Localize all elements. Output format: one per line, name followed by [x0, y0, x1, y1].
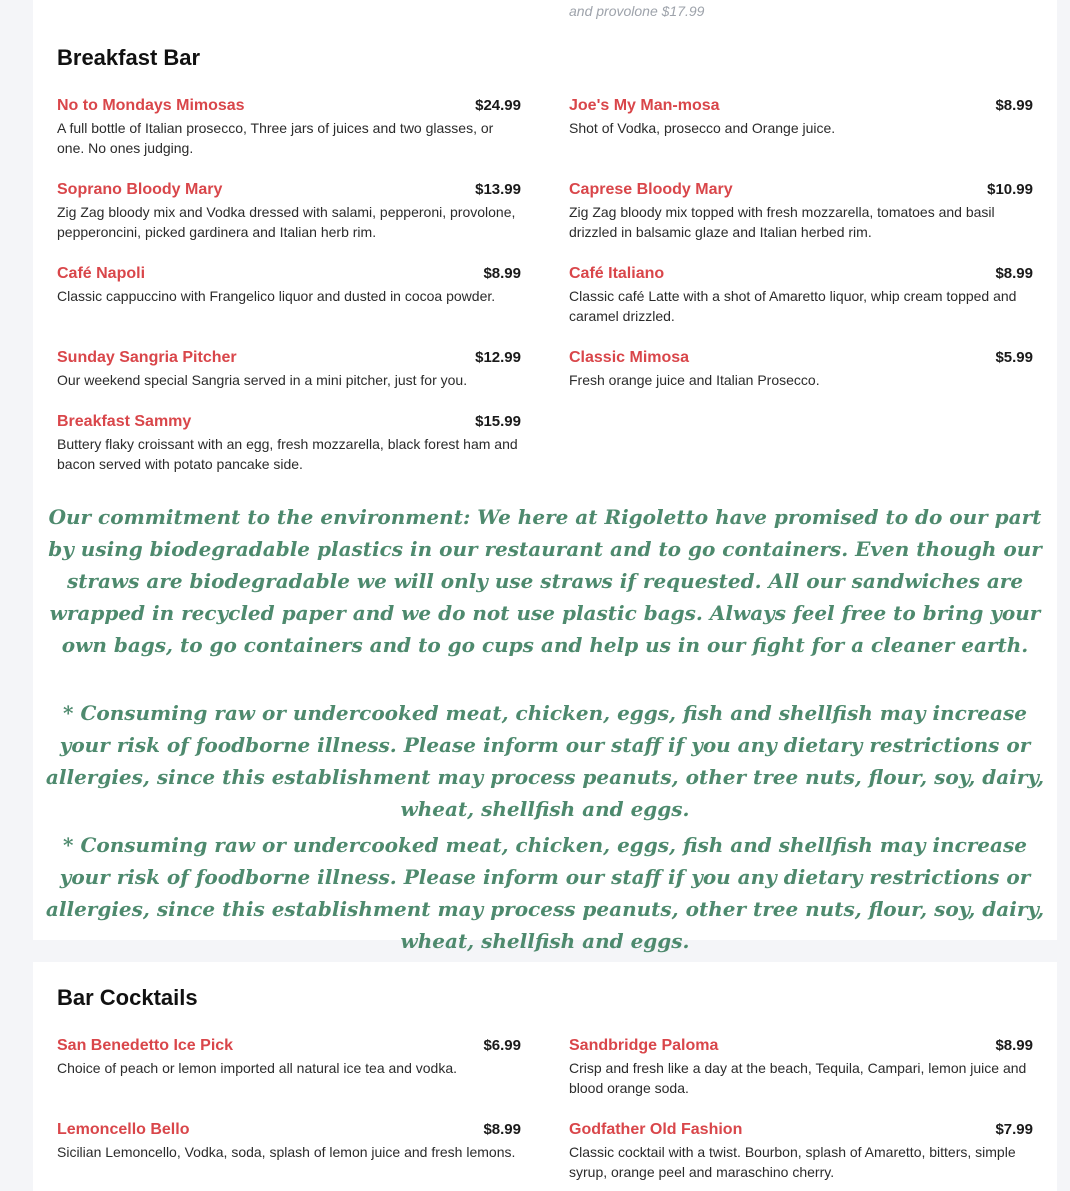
item-price: $10.99	[987, 181, 1033, 198]
item-description: Buttery flaky croissant with an egg, fresh mozzarella, black forest ham and bacon served with potato pancake side.	[57, 436, 518, 472]
item-name[interactable]: Café Italiano	[569, 265, 665, 282]
item-price: $15.99	[475, 413, 521, 430]
item-description: Sicilian Lemoncello, Vodka, soda, splash of lemon juice and fresh lemons.	[57, 1144, 516, 1160]
menu-item-caprese-bloody-mary[interactable]	[569, 180, 1033, 242]
item-name[interactable]: Godfather Old Fashion	[569, 1121, 743, 1138]
item-price: $24.99	[475, 97, 521, 114]
menu-item-cafe-napoli[interactable]	[57, 264, 521, 306]
item-description: Classic cocktail with a twist. Bourbon, splash of Amaretto, bitters, simple syrup, orange peel and maraschino cherry.	[569, 1144, 1016, 1180]
item-name[interactable]: Classic Mimosa	[569, 349, 690, 366]
item-description: Choice of peach or lemon imported all natural ice tea and vodka.	[57, 1060, 458, 1076]
menu-item-soprano-bloody-mary[interactable]	[57, 180, 521, 242]
allergy-notice: * Consuming raw or undercooked meat, chicken, eggs, fish and shellfish may increase your risk of foodborne illness. Please inform our staff if you any dietary restrictions or allergies, since this establishment may process peanuts, other tree nuts, flour, soy, dairy, wheat, shellfish and eggs.	[45, 701, 1045, 821]
item-description: Fresh orange juice and Italian Prosecco.	[569, 372, 820, 388]
menu-item-classic-mimosa[interactable]	[569, 348, 1033, 390]
section-title-breakfast-bar: Breakfast Bar	[57, 45, 201, 70]
menu-item-san-benedetto-ice-pick[interactable]	[57, 1036, 521, 1078]
menu-item-lemoncello-bello[interactable]	[57, 1120, 521, 1162]
item-price: $12.99	[475, 349, 521, 366]
menu-item-sunday-sangria-pitcher[interactable]	[57, 348, 521, 390]
item-description: Classic cappuccino with Frangelico liquor and dusted in cocoa powder.	[57, 288, 496, 304]
item-name[interactable]: Caprese Bloody Mary	[569, 181, 733, 198]
item-description: Crisp and fresh like a day at the beach, Tequila, Campari, lemon juice and blood orange soda.	[569, 1060, 1027, 1096]
item-name[interactable]: Breakfast Sammy	[57, 413, 192, 430]
item-description: Zig Zag bloody mix topped with fresh mozzarella, tomatoes and basil drizzled in balsamic glaze and Italian herbed rim.	[569, 204, 995, 240]
previous-item-tail: and provolone $17.99	[569, 3, 705, 19]
item-name[interactable]: Lemoncello Bello	[57, 1121, 190, 1138]
menu-item-cafe-italiano[interactable]	[569, 264, 1033, 326]
item-name[interactable]: Sunday Sangria Pitcher	[57, 349, 237, 366]
section-title-bar-cocktails: Bar Cocktails	[57, 985, 198, 1010]
item-description: Classic café Latte with a shot of Amaretto liquor, whip cream topped and caramel drizzled.	[569, 288, 1017, 324]
item-description: Our weekend special Sangria served in a mini pitcher, just for you.	[57, 372, 468, 388]
item-description: Zig Zag bloody mix and Vodka dressed with salami, pepperoni, provolone, pepperoncini, picked gardinera and Italian herb rim.	[57, 204, 516, 240]
item-price: $7.99	[995, 1121, 1033, 1138]
item-name[interactable]: No to Mondays Mimosas	[57, 97, 245, 114]
item-description: Shot of Vodka, prosecco and Orange juice.	[569, 120, 836, 136]
item-name[interactable]: Joe's My Man-mosa	[569, 97, 720, 114]
item-name[interactable]: San Benedetto Ice Pick	[57, 1037, 234, 1054]
menu-item-no-to-mondays-mimosas[interactable]	[57, 96, 521, 158]
menu-item-joes-my-man-mosa[interactable]	[569, 96, 1033, 138]
item-price: $8.99	[483, 265, 521, 282]
item-price: $5.99	[995, 349, 1033, 366]
menu-item-godfather-old-fashion[interactable]	[569, 1120, 1033, 1182]
menu-item-breakfast-sammy[interactable]	[57, 412, 521, 474]
item-price: $8.99	[995, 1037, 1033, 1054]
item-name[interactable]: Café Napoli	[57, 265, 146, 282]
menu-item-sandbridge-paloma[interactable]	[569, 1036, 1033, 1098]
item-name[interactable]: Sandbridge Paloma	[569, 1037, 719, 1054]
item-description: A full bottle of Italian prosecco, Three jars of juices and two glasses, or one. No ones judging.	[57, 120, 494, 156]
item-price: $13.99	[475, 181, 521, 198]
item-price: $6.99	[483, 1037, 521, 1054]
allergy-notice-repeat: * Consuming raw or undercooked meat, chicken, eggs, fish and shellfish may increase your risk of foodborne illness. Please inform our staff if you any dietary restrictions or allergies, since this establishment may process peanuts, other tree nuts, flour, soy, dairy, wheat, shellfish and eggs.	[45, 833, 1045, 953]
environment-commitment-notice: Our commitment to the environment: We here at Rigoletto have promised to do our part by using biodegradable plastics in our restaurant and to go containers. Even though our straws are biodegradable we will only use straws if requested. All our sandwiches are wrapped in recycled paper and we do not use plastic bags. Always feel free to bring your own bags, to go containers and to go cups and help us in our fight for a cleaner earth.	[48, 505, 1042, 657]
item-name[interactable]: Soprano Bloody Mary	[57, 181, 223, 198]
item-price: $8.99	[995, 97, 1033, 114]
item-price: $8.99	[483, 1121, 521, 1138]
item-price: $8.99	[995, 265, 1033, 282]
